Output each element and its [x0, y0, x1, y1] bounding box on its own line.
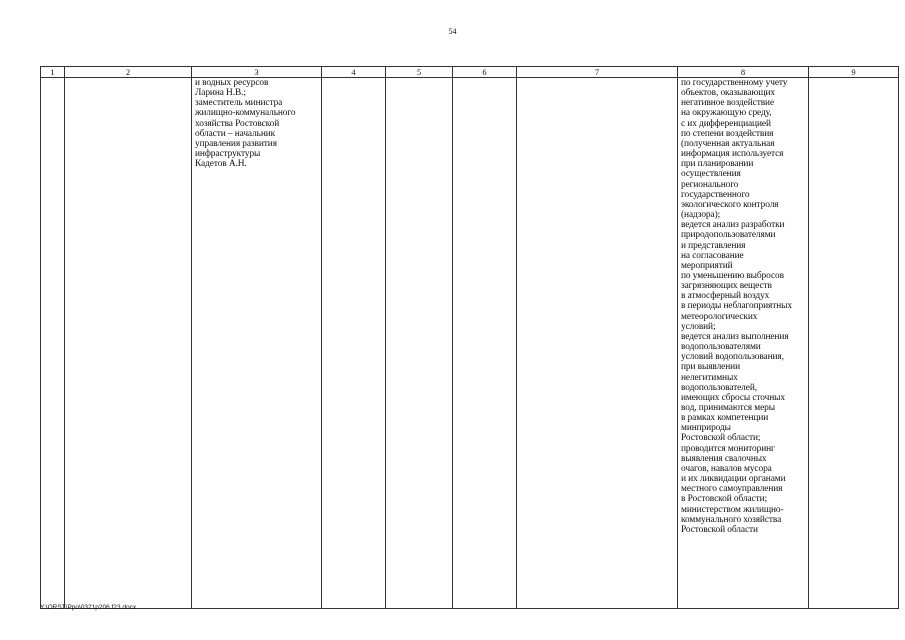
cell-col-9	[809, 78, 899, 609]
cell-col-3	[192, 78, 322, 609]
responsible-persons-text: и водных ресурсов Ларина Н.В.; заместитель министра жилищно-коммунального хозяйства Ростовской области – начальник управления развития инфраструктуры Кадетов А.Н.	[195, 78, 296, 170]
file-path-footer: Y:\ORST\Ppo\0321p206.f23.docx	[40, 604, 137, 611]
page-number: 54	[448, 27, 457, 36]
column-header-4: 4	[322, 67, 386, 78]
table-row	[41, 78, 899, 609]
header-row	[41, 67, 899, 78]
column-header-7: 7	[517, 67, 678, 78]
column-header-8: 8	[678, 67, 809, 78]
column-header-1: 1	[41, 67, 65, 78]
cell-col-7	[517, 78, 678, 609]
cell-col-5	[386, 78, 453, 609]
cell-col-4	[322, 78, 386, 609]
column-header-6: 6	[453, 67, 517, 78]
column-header-9: 9	[809, 67, 899, 78]
data-table	[40, 66, 899, 609]
cell-col-2	[65, 78, 192, 609]
cell-col-6	[453, 78, 517, 609]
cell-col-1	[41, 78, 65, 609]
column-header-2: 2	[65, 67, 192, 78]
column-header-3: 3	[192, 67, 322, 78]
column-header-5: 5	[386, 67, 453, 78]
activity-description-text: по государственному учету объектов, оказывающих негативное воздействие на окружающую среду, с их дифференциацией по степени воздействия (полученная актуальная информация используется при планировании осуществления регионального государственного экологического контроля (надзора); ведется анализ разработки природопользователями и представления на согласование мероприятий по уменьшению выбросов загрязняющих веществ в атмосферный воздух в периоды неблагоприятных метеорологических условий; ведется анализ выполнения водопользователями условий водопользования, при выявлении нелегитимных водопользователей, имеющих сбросы сточных вод, принимаются меры в рамках компетенции минприроды Ростовской области; проводится мониторинг выявления свалочных очагов, навалов мусора и их ликвидации органами местного самоуправления в Ростовской области; министерством жилищно- коммунального хозяйства Ростовской области	[681, 78, 792, 535]
cell-col-8	[678, 78, 809, 609]
